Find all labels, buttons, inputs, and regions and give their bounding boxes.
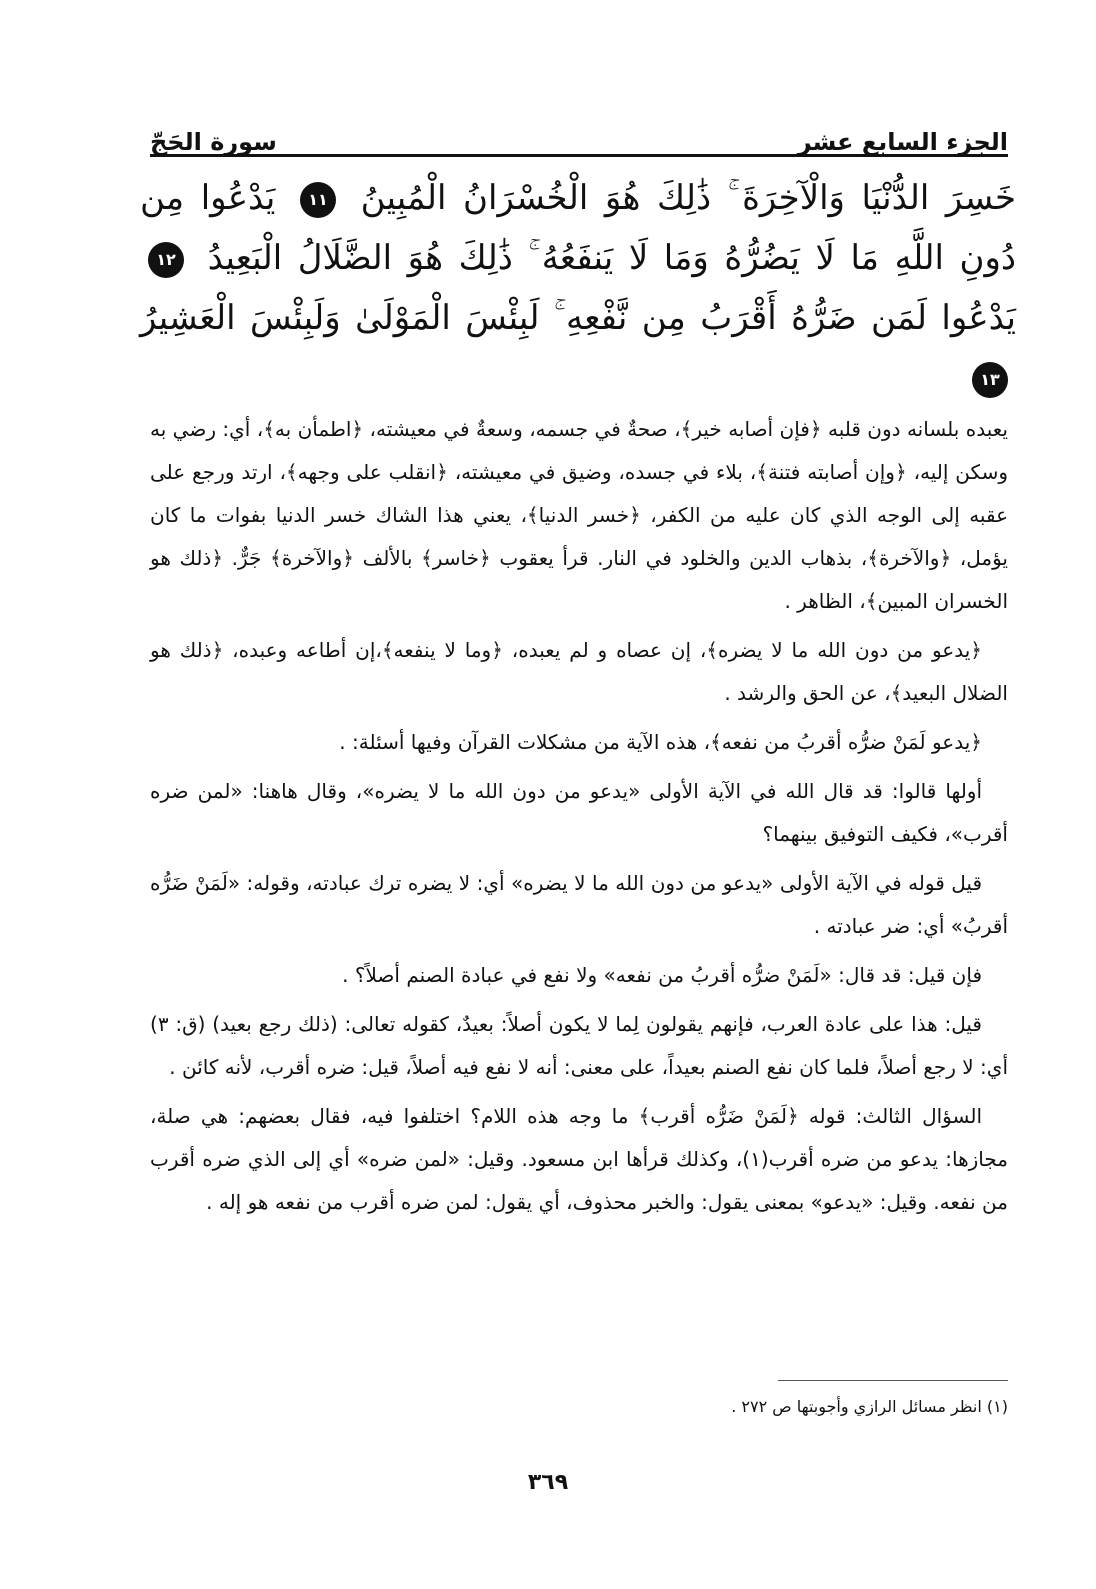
footnote-rule	[778, 1380, 1008, 1381]
verse-number-11: ١١	[300, 182, 336, 218]
quran-verses	[140, 168, 1016, 408]
verse-11-text: خَسِرَ الدُّنْيَا وَالْآخِرَةَ ۚ ذَٰلِكَ هُوَ الْخُسْرَانُ الْمُبِينُ	[360, 178, 1017, 218]
paragraph-1: يعبده بلسانه دون قلبه ﴿فإن أصابه خير﴾، صحةٌ في جسمه، وسعةٌ في معيشته، ﴿اطمأن به﴾، أي: رضي به وسكن إليه، ﴿وإن أصابته فتنة﴾، بلاء في جسده، وضيق في معيشته، ﴿انقلب على وجهه﴾، ارتد ورجع على عقبه إلى الوجه الذي كان عليه من الكفر، ﴿خسر الدنيا﴾، يعني هذا الشاك خسر الدنيا بفوات ما كان يؤمل، ﴿والآخرة﴾، بذهاب الدين والخلود في النار. قرأ يعقوب ﴿خاسر﴾ بالألف ﴿والآخرة﴾ جَرٌّ. ﴿ذلك هو الخسران المبين﴾، الظاهر .	[150, 417, 1008, 613]
juz-title: الجزء السابع عشر	[797, 128, 1008, 156]
paragraph-2: ﴿يدعو من دون الله ما لا يضره﴾، إن عصاه و لم يعبده، ﴿وما لا ينفعه﴾،إن أطاعه وعبده، ﴿ذلك هو الضلال البعيد﴾، عن الحق والرشد .	[150, 638, 1008, 705]
paragraph-3: ﴿يدعو لَمَنْ ضرُّه أقربُ من نفعه﴾، هذه الآية من مشكلات القرآن وفيها أسئلة: .	[339, 730, 982, 754]
surah-title: سورة الحَجّ	[150, 128, 277, 156]
tafsir-body	[150, 408, 1008, 1230]
paragraph-7: قيل: هذا على عادة العرب، فإنهم يقولون لِما لا يكون أصلاً: بعيدٌ، كقوله تعالى: (ذلك رجع بعيد) (ق: ٣) أي: لا رجع أصلاً، فلما كان نفع الصنم بعيداً، على معنى: أنه لا نفع فيه أصلاً، قيل: ضره أقرب، لأنه كائن .	[150, 1012, 1008, 1079]
header-rule	[150, 154, 1008, 157]
paragraph-6: فإن قيل: قد قال: «لَمَنْ ضرُّه أقربُ من نفعه» ولا نفع في عبادة الصنم أصلاً؟ .	[342, 963, 982, 987]
verse-12-text: يَدْعُوا مِن دُونِ اللَّهِ مَا لَا يَضُرُّهُ وَمَا لَا يَنفَعُهُ ۚ ذَٰلِكَ هُوَ الضَّلَالُ الْبَعِيدُ	[140, 178, 1017, 278]
paragraph-8: السؤال الثالث: قوله ﴿لَمَنْ ضَرُّه أقرب﴾ ما وجه هذه اللام؟ اختلفوا فيه، فقال بعضهم: هي صلة، مجازها: يدعو من ضره أقرب(١)، وكذلك قرأها ابن مسعود. وقيل: «لمن ضره» أي إلى الذي ضره أقرب من نفعه. وقيل: «يدعو» بمعنى يقول: والخبر محذوف، أي يقول: لمن ضره أقرب من نفعه هو إله .	[150, 1104, 1008, 1214]
verse-13-text: يَدْعُوا لَمَن ضَرُّهُ أَقْرَبُ مِن نَّفْعِهِ ۚ لَبِئْسَ الْمَوْلَىٰ وَلَبِئْسَ الْعَشِيرُ	[140, 298, 1016, 338]
verse-number-13: ١٣	[972, 362, 1008, 398]
paragraph-5: قيل قوله في الآية الأولى «يدعو من دون الله ما لا يضره» أي: لا يضره ترك عبادته، وقوله: «لَمَنْ ضَرُّه أقربُ» أي: ضر عبادته .	[150, 871, 1008, 938]
page-header	[150, 108, 1008, 156]
paragraph-4: أولها قالوا: قد قال الله في الآية الأولى «يدعو من دون الله ما لا يضره»، وقال هاهنا: «لمن ضره أقرب»، فكيف التوفيق بينهما؟	[150, 779, 1008, 846]
page-number: ٣٦٩	[527, 1470, 569, 1495]
verse-number-12: ١٢	[148, 242, 184, 278]
footnote: (١) انظر مسائل الرازي وأجوبتها ص ٢٧٢ .	[731, 1397, 1008, 1416]
